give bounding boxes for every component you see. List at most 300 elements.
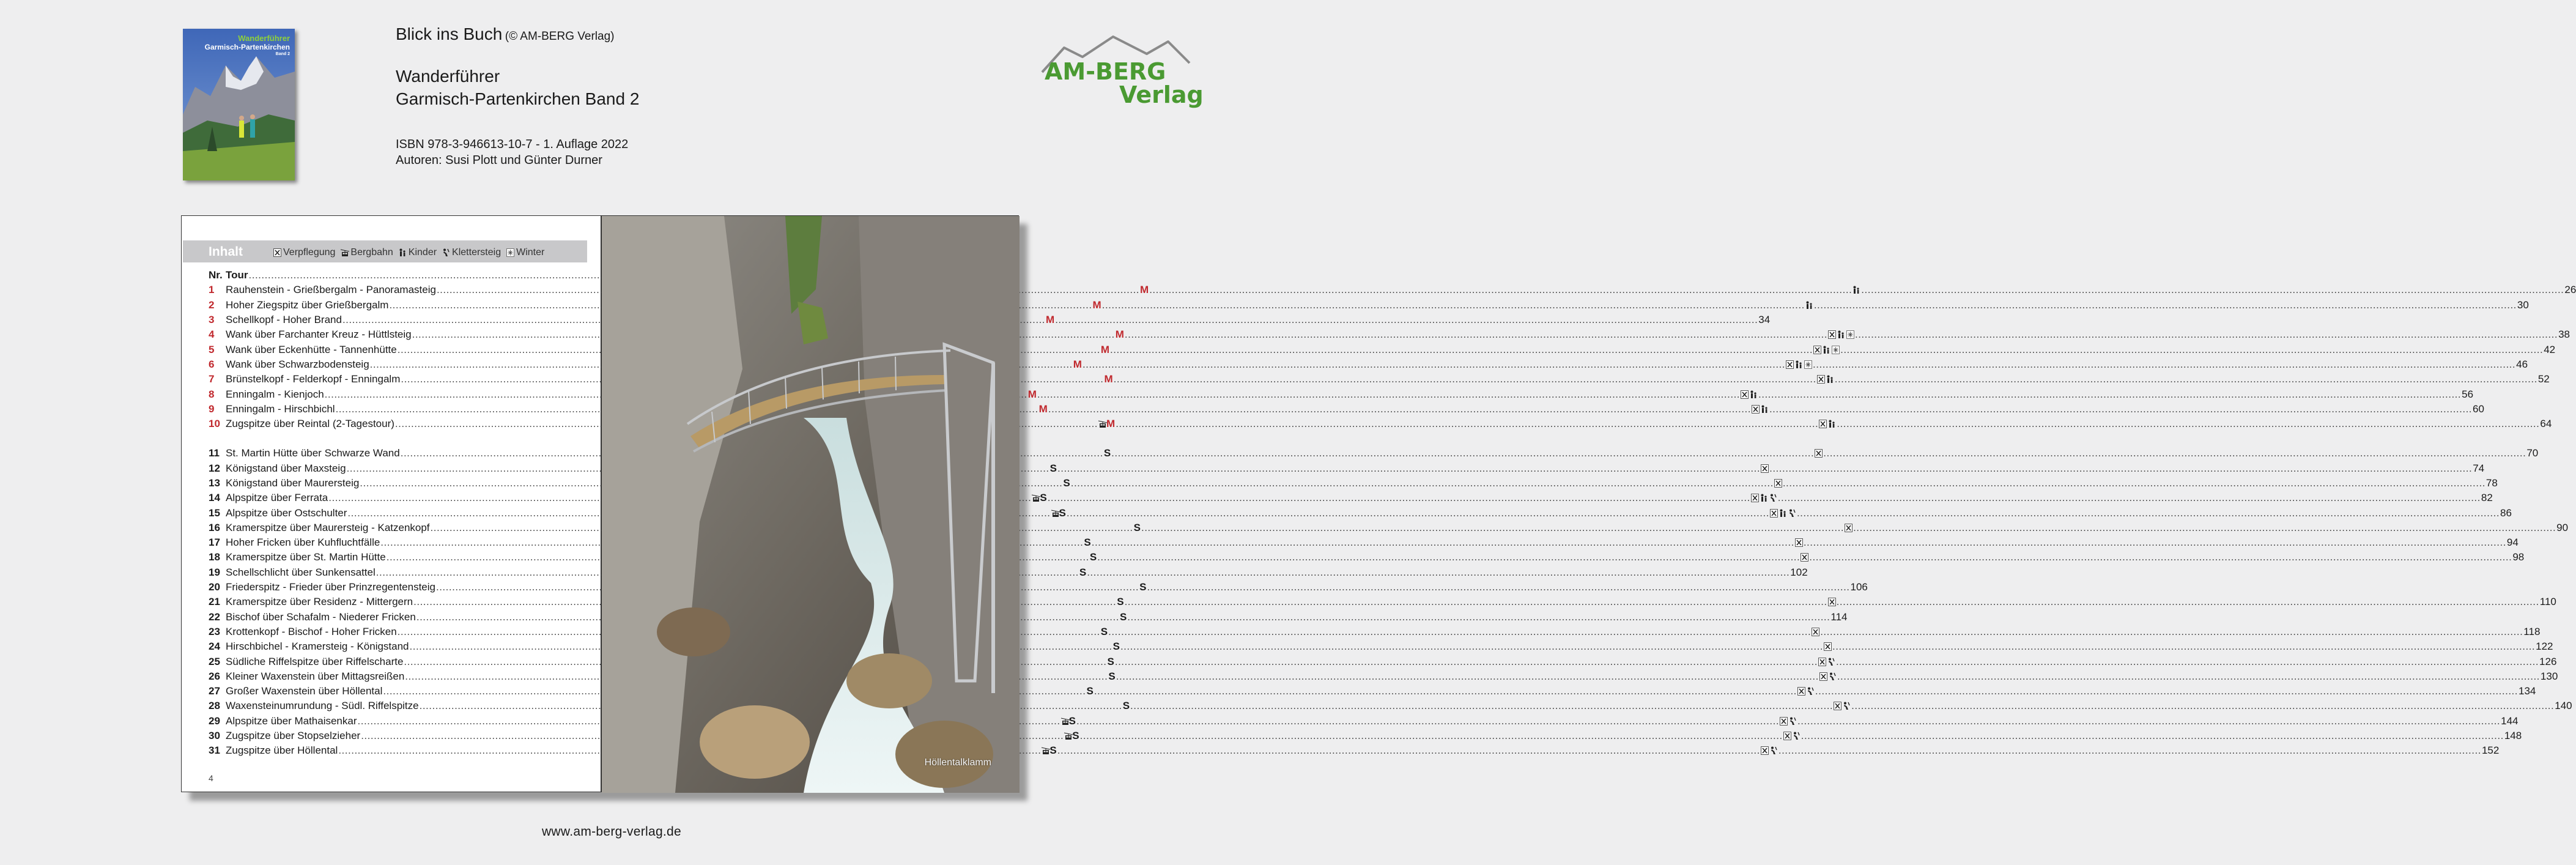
lead-title: Blick ins Buch — [396, 24, 503, 43]
leader-dots — [1055, 314, 1758, 326]
tour-page: 78 — [2485, 477, 2498, 489]
tour-icons — [1828, 598, 1836, 606]
leader-dots — [1116, 670, 1819, 683]
kids-icon — [1852, 286, 1860, 294]
book-cover — [183, 29, 295, 180]
toc-row[interactable] — [209, 595, 2556, 609]
leader-dots — [1130, 700, 1833, 712]
kids-icon — [399, 248, 407, 257]
food-icon — [1824, 642, 1832, 651]
tour-name: Kleiner Waxenstein über Mittagsreißen — [226, 670, 405, 682]
legend-label: Kinder — [408, 247, 437, 258]
tour-icons — [1741, 390, 1758, 399]
tour-name: Hoher Fricken über Kuhfluchtfälle — [226, 536, 380, 549]
tour-page: 140 — [2555, 700, 2572, 712]
leader-dots — [1840, 344, 2543, 356]
tour-name: Bischof über Schafalm - Niederer Fricken — [226, 611, 416, 623]
tour-page: 102 — [1790, 566, 1808, 578]
tour-number: 29 — [209, 715, 220, 727]
tour-icons — [1805, 301, 1813, 310]
tour-number: 13 — [209, 477, 220, 489]
leader-dots — [1097, 551, 1800, 563]
toc-row[interactable] — [209, 550, 2525, 565]
toc-row[interactable] — [209, 357, 2528, 372]
leader-dots — [1102, 299, 1805, 311]
difficulty-level: S — [1049, 462, 1057, 474]
leader-dots — [1758, 388, 2461, 401]
cable-car-slot — [1032, 494, 1040, 502]
tour-icons — [1852, 286, 1860, 294]
tour-page: 118 — [2523, 625, 2541, 637]
leader-dots — [1114, 373, 1816, 385]
tour-page: 94 — [2506, 536, 2519, 549]
publisher-logo — [1040, 29, 1204, 109]
toc-row[interactable] — [209, 402, 2484, 417]
leader-dots — [1141, 522, 1844, 534]
tour-icons — [1770, 509, 1796, 518]
book-title-line1: Wanderführer — [396, 67, 500, 86]
toc-row[interactable] — [209, 342, 2556, 357]
kids-icon — [1837, 330, 1845, 339]
tour-name: Kramerspitze über Residenz - Mittergern — [226, 596, 413, 608]
legend-item — [341, 247, 393, 258]
book-title — [396, 65, 639, 110]
food-icon — [1817, 375, 1825, 384]
difficulty-level: S — [1139, 581, 1147, 593]
leader-dots — [1855, 329, 2558, 341]
toc-row[interactable] — [209, 625, 2541, 639]
leader-dots — [1087, 566, 1790, 579]
via-ferrata-icon — [442, 248, 450, 257]
tour-page: 74 — [2473, 462, 2485, 474]
difficulty-level: M — [1027, 388, 1037, 400]
toc-row[interactable] — [209, 669, 2558, 684]
toc-row[interactable] — [209, 565, 1808, 580]
difficulty-level: S — [1122, 700, 1130, 712]
food-icon — [1818, 658, 1826, 666]
leader-dots — [1832, 640, 2535, 653]
legend-item — [442, 247, 501, 258]
food-icon — [1761, 464, 1769, 473]
difficulty-level: S — [1107, 655, 1114, 667]
tour-name: Zugspitze über Höllental — [226, 744, 338, 757]
leader-dots — [1115, 656, 1818, 668]
cable-car-icon — [341, 248, 349, 257]
page-number: 4 — [209, 773, 213, 783]
col-tour: Tour — [226, 269, 248, 281]
leader-dots — [1116, 418, 1818, 430]
difficulty-level: S — [1059, 507, 1066, 519]
difficulty-level: M — [1073, 358, 1082, 370]
tour-icons — [1780, 717, 1797, 726]
tour-page: 60 — [2473, 403, 2484, 415]
tour-number: 25 — [209, 655, 220, 667]
kids-icon — [1779, 509, 1787, 518]
publisher-url[interactable]: www.am-berg-verlag.de — [541, 825, 682, 839]
tour-number: 3 — [209, 314, 215, 326]
tour-number: 9 — [209, 403, 215, 415]
difficulty-level: S — [1103, 447, 1111, 459]
tour-icons — [1761, 746, 1778, 755]
kids-icon — [1828, 420, 1836, 428]
tour-name: Friederspitz - Frieder über Prinzregentensteig — [226, 581, 435, 593]
tour-number: 2 — [209, 299, 215, 311]
leader-dots — [1815, 685, 2518, 697]
legend-item — [273, 247, 335, 258]
kids-icon — [1795, 360, 1803, 369]
food-icon — [1801, 553, 1808, 562]
leader-dots — [1801, 730, 2504, 742]
tour-number: 21 — [209, 596, 220, 608]
leader-dots — [1835, 373, 2537, 385]
tour-page: 70 — [2526, 447, 2539, 459]
tour-number: 15 — [209, 507, 220, 519]
legend-label: Bergbahn — [350, 247, 393, 258]
tour-number: 18 — [209, 551, 220, 563]
leader-dots — [1769, 462, 2472, 475]
leader-dots — [1836, 656, 2539, 668]
tour-name: Brünstelkopf - Felderkopf - Enningalm — [226, 373, 401, 385]
tour-icons — [1817, 375, 1834, 384]
toc-row[interactable] — [209, 446, 2539, 461]
tour-page: 148 — [2504, 730, 2522, 742]
tour-name: Zugspitze über Reintal (2-Tagestour) — [226, 418, 394, 430]
leader-dots — [1837, 670, 2540, 683]
leader-dots — [1110, 344, 1813, 356]
legend-item — [399, 247, 437, 258]
toc-row[interactable] — [209, 714, 2519, 729]
cable-car-icon — [1042, 746, 1049, 755]
tour-number: 28 — [209, 700, 220, 712]
photo-caption: Höllentalklamm — [924, 757, 991, 768]
tour-name: Enningalm - Kienjoch — [226, 388, 324, 400]
tour-page: 26 — [2564, 284, 2576, 296]
toc-row[interactable] — [209, 476, 2498, 491]
tour-number: 4 — [209, 329, 215, 341]
tour-name: Hoher Ziegspitz über Grießbergalm — [226, 299, 389, 311]
difficulty-level: M — [1092, 299, 1101, 311]
tour-page: 52 — [2537, 373, 2550, 385]
food-icon — [273, 248, 281, 257]
leader-dots — [1769, 403, 2472, 415]
toc-row[interactable] — [209, 313, 1771, 327]
tour-name: Südliche Riffelspitze über Riffelscharte — [226, 655, 404, 667]
food-icon — [1828, 330, 1836, 339]
leader-dots — [1823, 447, 2526, 459]
winter-icon — [1846, 330, 1854, 339]
tour-icons — [1786, 360, 1812, 369]
food-icon — [1813, 346, 1821, 354]
tour-number: 17 — [209, 536, 220, 549]
tour-page: 30 — [2517, 299, 2529, 311]
difficulty-level: M — [1106, 418, 1116, 430]
tour-number: 8 — [209, 388, 215, 400]
tour-icons — [1845, 524, 1852, 532]
tour-page: 98 — [2512, 551, 2525, 563]
tour-icons — [1774, 479, 1782, 488]
tour-page: 56 — [2462, 388, 2474, 400]
tour-page: 134 — [2519, 685, 2536, 697]
leader-dots — [1809, 551, 2512, 563]
kids-icon — [1750, 390, 1758, 399]
kids-icon — [1761, 405, 1769, 414]
toc-row[interactable] — [209, 491, 2493, 505]
leader-dots — [1127, 611, 1830, 623]
via-ferrata-icon — [1793, 732, 1801, 740]
toc-row[interactable] — [209, 505, 2512, 520]
difficulty-level: S — [1072, 730, 1079, 742]
tour-name: Rauhenstein - Grießbergalm - Panoramasteig — [226, 284, 436, 296]
cover-place: Garmisch-Partenkirchen — [204, 43, 290, 51]
leader-dots — [1804, 536, 2506, 549]
cable-car-slot — [1064, 732, 1072, 740]
tour-icons — [1797, 687, 1815, 696]
food-icon — [1819, 672, 1827, 681]
food-icon — [1770, 509, 1778, 518]
leader-dots — [1094, 685, 1797, 697]
tour-number: 22 — [209, 611, 220, 623]
book-meta — [396, 136, 639, 168]
leader-dots — [1048, 403, 1751, 415]
leader-dots — [1861, 284, 2564, 296]
tour-page: 110 — [2539, 596, 2556, 608]
tour-icons — [1834, 702, 1851, 710]
tour-icons — [1828, 330, 1854, 339]
tour-number: 24 — [209, 640, 220, 653]
tour-number: 7 — [209, 373, 215, 385]
tour-icons — [1795, 538, 1803, 547]
toc-row[interactable] — [209, 743, 2500, 758]
tour-name: Kramerspitze über St. Martin Hütte — [226, 551, 386, 563]
leader-dots — [1120, 640, 1823, 653]
tour-page: 90 — [2556, 521, 2569, 533]
toc-row[interactable] — [209, 699, 2572, 713]
authors-line: Autoren: Susi Plott und Günter Durner — [396, 154, 602, 167]
toc-row[interactable] — [209, 639, 2553, 654]
via-ferrata-icon — [1788, 509, 1796, 518]
kids-icon — [1826, 375, 1834, 384]
toc-row[interactable] — [209, 610, 1848, 625]
table-of-contents — [209, 268, 2576, 759]
toc-row[interactable] — [209, 654, 2557, 669]
tour-number: 12 — [209, 462, 220, 474]
toc-row[interactable] — [209, 535, 2519, 550]
tour-icons — [1819, 420, 1836, 428]
leader-dots — [1778, 492, 2481, 504]
food-icon — [1812, 628, 1819, 636]
book-title-line2: Garmisch-Partenkirchen Band 2 — [396, 89, 640, 108]
food-icon — [1752, 405, 1760, 414]
tour-page: 86 — [2500, 507, 2512, 519]
leader-dots — [1071, 477, 1774, 489]
cable-car-icon — [1051, 509, 1059, 518]
leader-dots — [1057, 462, 1760, 475]
toc-row[interactable] — [209, 521, 2569, 535]
leader-dots — [1076, 715, 1779, 727]
tour-number: 30 — [209, 730, 220, 742]
tour-number: 26 — [209, 670, 220, 682]
tour-page: 34 — [1758, 314, 1771, 326]
difficulty-level: S — [1133, 521, 1141, 533]
via-ferrata-icon — [1827, 658, 1835, 666]
difficulty-level: M — [1104, 373, 1113, 385]
cable-car-slot — [1098, 420, 1106, 428]
toc-row[interactable] — [209, 327, 2570, 342]
tours-s-group — [209, 446, 2572, 758]
tour-number: 16 — [209, 521, 220, 533]
tour-name: Wank über Eckenhütte - Tannenhütte — [226, 343, 397, 355]
leader-dots — [1037, 388, 1740, 401]
food-icon — [1783, 732, 1791, 740]
tour-icons — [1801, 553, 1808, 562]
difficulty-level: S — [1084, 536, 1091, 549]
food-icon — [1845, 524, 1852, 532]
leader-dots — [1048, 492, 1750, 504]
tour-number: 6 — [209, 358, 215, 370]
tour-name: Schellschlicht über Sunkensattel — [226, 566, 376, 578]
tour-page: 82 — [2481, 492, 2493, 504]
logo-line1: AM-BERG — [1045, 58, 1166, 85]
contents-header-bar — [183, 240, 587, 262]
legend-label: Winter — [516, 247, 545, 258]
tour-page: 130 — [2540, 670, 2558, 682]
food-icon — [1774, 479, 1782, 488]
difficulty-level: M — [1140, 284, 1149, 296]
leader-dots — [1092, 536, 1794, 549]
difficulty-level: M — [1038, 403, 1048, 415]
toc-row[interactable] — [209, 387, 2474, 401]
tour-number: 5 — [209, 343, 215, 355]
winter-icon — [1832, 346, 1840, 354]
leader-dots — [1814, 299, 2517, 311]
tour-icons — [1783, 732, 1801, 740]
difficulty-level: S — [1112, 640, 1120, 653]
food-icon — [1780, 717, 1788, 726]
tour-name: Alpspitze über Ostschulter — [226, 507, 347, 519]
toc-row[interactable] — [209, 729, 2522, 743]
leader-dots — [1083, 358, 1785, 371]
difficulty-level: S — [1108, 670, 1116, 682]
leader-dots — [1813, 358, 2515, 371]
food-icon — [1795, 538, 1803, 547]
via-ferrata-icon — [1829, 672, 1837, 681]
kids-icon — [1805, 301, 1813, 310]
toc-row[interactable] — [209, 372, 2550, 387]
tour-page: 144 — [2501, 715, 2519, 727]
difficulty-level: M — [1046, 314, 1055, 326]
tour-page: 46 — [2516, 358, 2528, 370]
tours-m-group — [209, 283, 2576, 431]
toc-row[interactable] — [209, 417, 2552, 431]
toc-header-row — [209, 268, 573, 283]
tour-page: 42 — [2544, 343, 2556, 355]
food-icon — [1761, 746, 1769, 755]
icon-legend — [273, 247, 550, 260]
cable-car-icon — [1061, 717, 1069, 726]
contents-heading: Inhalt — [209, 245, 243, 259]
tour-name: Großer Waxenstein über Höllental — [226, 685, 383, 697]
book-spread — [181, 215, 2576, 792]
gorge-photo — [601, 215, 1019, 792]
leader-dots — [1783, 477, 2485, 489]
tour-icons — [1761, 464, 1769, 473]
toc-row[interactable] — [209, 298, 2529, 313]
leader-dots — [1057, 744, 1760, 757]
food-icon — [1834, 702, 1841, 710]
leader-dots — [1797, 507, 2500, 519]
food-icon — [1819, 420, 1827, 428]
leader-dots — [1147, 581, 1849, 593]
tour-number: 14 — [209, 492, 220, 504]
isbn-line: ISBN 978-3-946613-10-7 - 1. Auflage 2022 — [396, 138, 629, 151]
kids-icon — [1760, 494, 1768, 502]
tour-icons — [1812, 628, 1819, 636]
tour-page: 38 — [2558, 329, 2570, 341]
toc-row[interactable] — [209, 283, 2576, 297]
leader-dots — [1851, 700, 2554, 712]
tour-page: 152 — [2481, 744, 2500, 757]
tour-number: 11 — [209, 447, 220, 459]
col-nr: Nr. — [209, 269, 223, 281]
difficulty-level: S — [1049, 744, 1057, 757]
tour-name: Kramerspitze über Maurersteig - Katzenkopf — [226, 521, 430, 533]
leader-dots — [1778, 744, 2481, 757]
difficulty-level: S — [1068, 715, 1076, 727]
tour-name: St. Martin Hütte über Schwarze Wand — [226, 447, 400, 459]
leader-dots — [1820, 626, 2523, 638]
cable-car-slot — [1061, 717, 1069, 726]
leader-dots — [1837, 418, 2539, 430]
winter-icon — [506, 248, 514, 257]
toc-row[interactable] — [209, 580, 1868, 595]
toc-row[interactable] — [209, 684, 2536, 699]
tour-name: Wank über Schwarzbodensteig — [226, 358, 369, 370]
cable-car-icon — [1032, 494, 1040, 502]
food-icon — [1828, 598, 1836, 606]
via-ferrata-icon — [1770, 746, 1778, 755]
cover-band: Band 2 — [275, 52, 290, 56]
food-icon — [1797, 687, 1805, 696]
leader-dots — [1797, 715, 2500, 727]
kids-icon — [1823, 346, 1830, 354]
tour-name: Waxensteinumrundung - Südl. Riffelspitze — [226, 700, 419, 712]
tour-icons — [1824, 642, 1832, 651]
winter-icon — [1804, 360, 1812, 369]
cable-car-slot — [1051, 509, 1059, 518]
tour-name: Alpspitze über Ferrata — [226, 492, 328, 504]
legend-label: Klettersteig — [452, 247, 502, 258]
food-icon — [1786, 360, 1794, 369]
tour-page: 106 — [1850, 581, 1868, 593]
food-icon — [1815, 449, 1823, 458]
tour-name: Königstand über Maxsteig — [226, 462, 346, 474]
book-info — [396, 24, 639, 168]
toc-row[interactable] — [209, 461, 2485, 476]
tour-name: Enningalm - Hirschbichl — [226, 403, 335, 415]
difficulty-level: S — [1086, 685, 1094, 697]
tour-name: Hirschbichel - Kramersteig - Königstand — [226, 640, 409, 653]
leader-dots — [1125, 329, 1827, 341]
food-icon — [1741, 390, 1749, 399]
tour-icons — [1751, 494, 1777, 502]
tour-icons — [1815, 449, 1823, 458]
difficulty-level: S — [1089, 551, 1097, 563]
tour-number: 31 — [209, 744, 220, 757]
tour-number: 19 — [209, 566, 220, 578]
leader-dots — [1149, 284, 1852, 296]
legend-item — [506, 247, 544, 258]
leader-dots — [1125, 596, 1827, 608]
